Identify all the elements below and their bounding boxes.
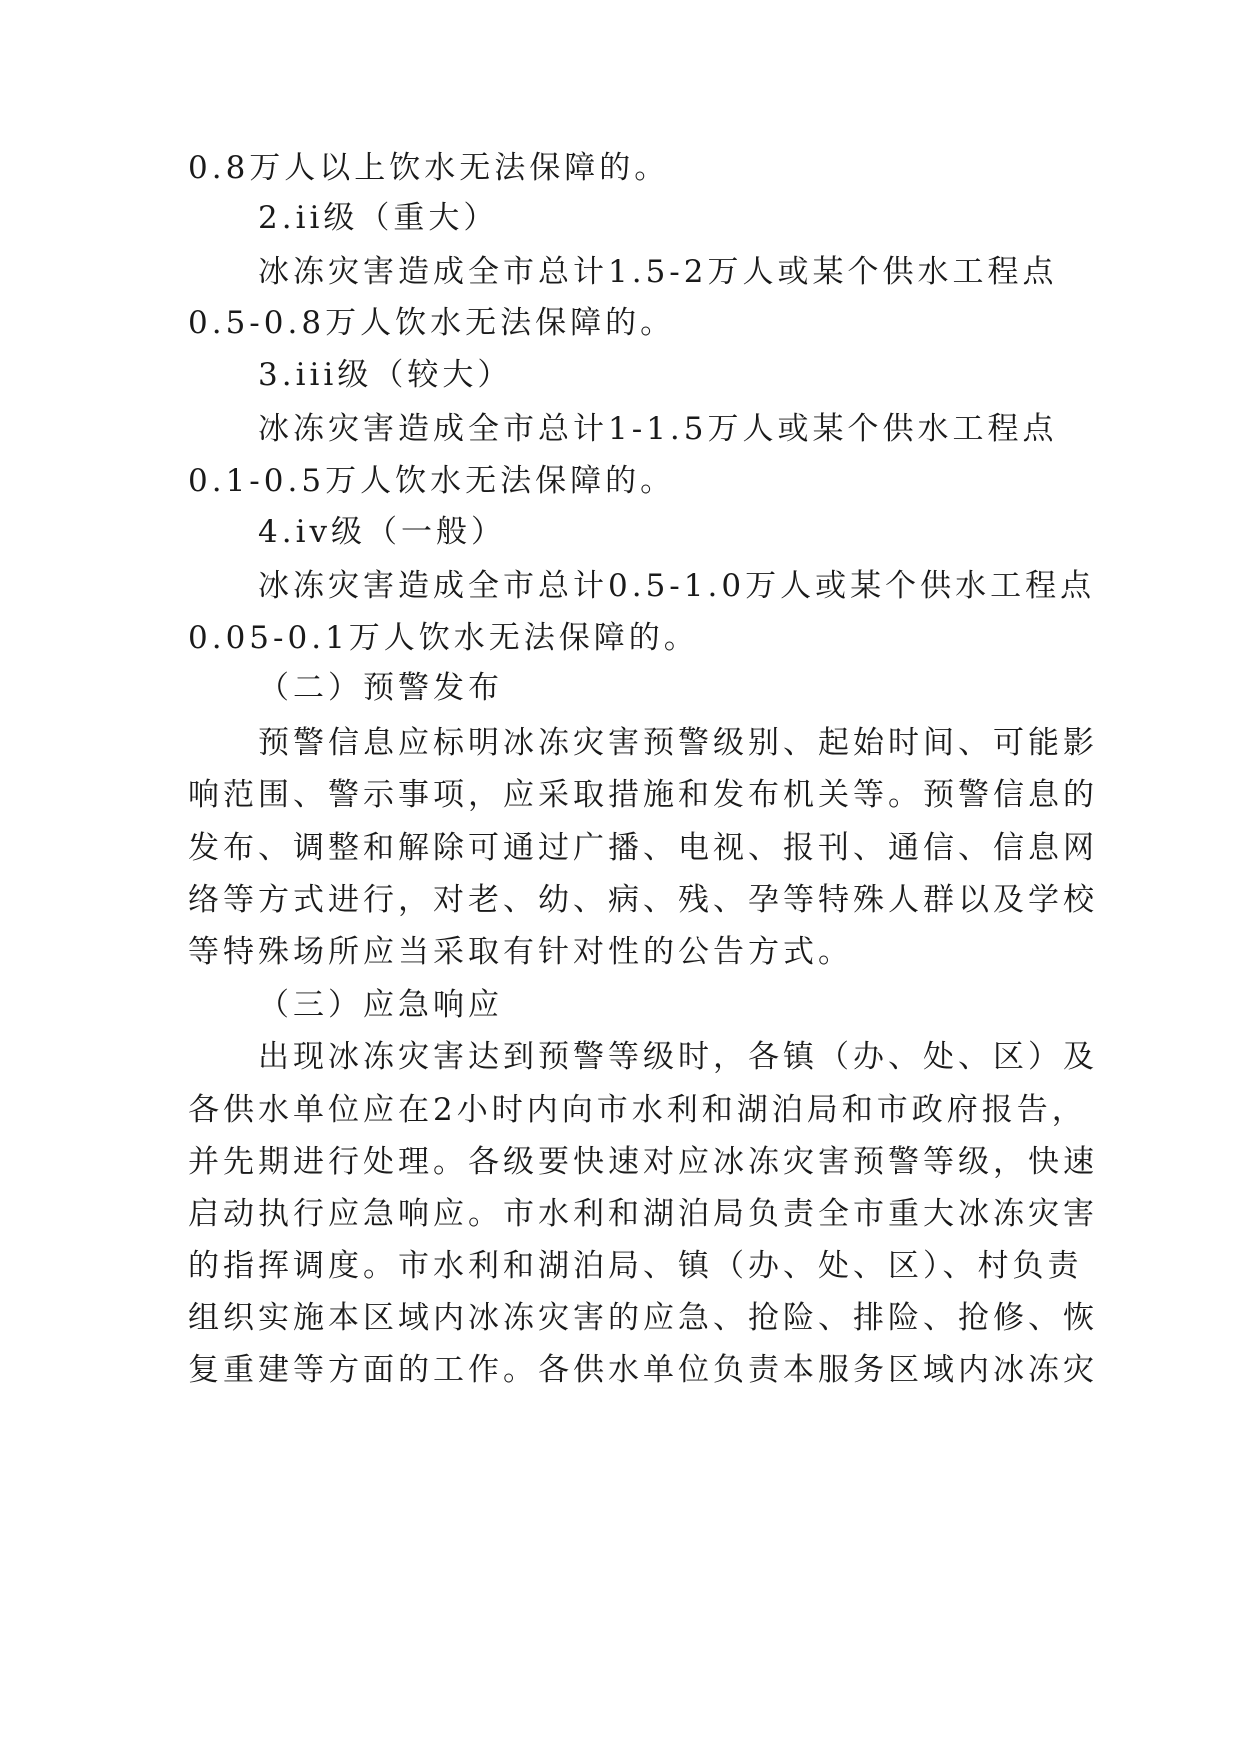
paragraph-line: 冰冻灾害造成全市总计1-1.5万人或某个供水工程点 xyxy=(258,411,1058,447)
section-heading-emergency-response: （三）应急响应 xyxy=(258,987,503,1023)
paragraph-line: 组织实施本区域内冰冻灾害的应急、抢险、排险、抢修、恢 xyxy=(188,1300,1098,1336)
paragraph-line: 启动执行应急响应。市水利和湖泊局负责全市重大冰冻灾害 xyxy=(188,1196,1098,1232)
level-2-heading: 2.ii级（重大） xyxy=(258,200,499,236)
paragraph-line: 各供水单位应在2小时内向市水利和湖泊局和市政府报告， xyxy=(188,1092,1087,1128)
paragraph-line: 冰冻灾害造成全市总计0.5-1.0万人或某个供水工程点 xyxy=(258,568,1096,604)
level-4-heading: 4.iv级（一般） xyxy=(258,514,507,550)
paragraph-line: 发布、调整和解除可通过广播、电视、报刊、通信、信息网 xyxy=(188,830,1098,866)
paragraph-line: 0.5-0.8万人饮水无法保障的。 xyxy=(188,305,676,341)
paragraph-line: 预警信息应标明冰冻灾害预警级别、起始时间、可能影 xyxy=(258,725,1098,761)
section-heading-warning-release: （二）预警发布 xyxy=(258,670,503,706)
paragraph-line: 0.1-0.5万人饮水无法保障的。 xyxy=(188,463,676,499)
paragraph-line: 络等方式进行，对老、幼、病、残、孕等特殊人群以及学校 xyxy=(188,882,1098,918)
level-3-heading: 3.iii级（较大） xyxy=(258,357,513,393)
paragraph-line: 响范围、警示事项，应采取措施和发布机关等。预警信息的 xyxy=(188,777,1098,813)
paragraph-line: 等特殊场所应当采取有针对性的公告方式。 xyxy=(188,934,853,970)
paragraph-line: 0.05-0.1万人饮水无法保障的。 xyxy=(188,620,699,656)
paragraph-line: 冰冻灾害造成全市总计1.5-2万人或某个供水工程点 xyxy=(258,254,1058,290)
paragraph-line: 0.8万人以上饮水无法保障的。 xyxy=(188,150,670,186)
paragraph-line: 并先期进行处理。各级要快速对应冰冻灾害预警等级，快速 xyxy=(188,1144,1098,1180)
paragraph-line: 的指挥调度。市水利和湖泊局、镇（办、处、区）、村负责 xyxy=(188,1248,1083,1284)
paragraph-line: 出现冰冻灾害达到预警等级时，各镇（办、处、区）及 xyxy=(258,1039,1098,1075)
paragraph-line: 复重建等方面的工作。各供水单位负责本服务区域内冰冻灾 xyxy=(188,1352,1098,1388)
